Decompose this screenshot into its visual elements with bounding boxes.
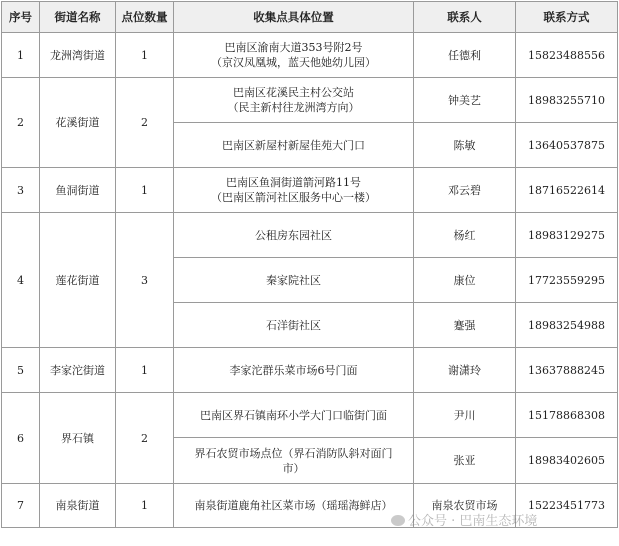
location-cell: 公租房东园社区	[174, 213, 414, 258]
table-row	[2, 168, 618, 213]
location-cell	[174, 78, 414, 123]
street-cell: 花溪街道	[40, 78, 116, 168]
seq-cell: 2	[2, 78, 40, 168]
contact-cell: 蹇强	[414, 303, 516, 348]
location-cell: 巴南区界石镇南环小学大门口临街门面	[174, 393, 414, 438]
seq-cell: 4	[2, 213, 40, 348]
street-cell: 莲花街道	[40, 213, 116, 348]
table-row	[2, 78, 618, 123]
location-line: 巴南区渝南大道353号附2号	[224, 41, 363, 54]
phone-cell: 18716522614	[516, 168, 618, 213]
table-row	[2, 348, 618, 393]
header-location: 收集点具体位置	[174, 2, 414, 33]
seq-cell: 1	[2, 33, 40, 78]
collection-points-table	[1, 1, 618, 528]
header-phone: 联系方式	[516, 2, 618, 33]
contact-cell: 尹川	[414, 393, 516, 438]
count-cell: 2	[116, 78, 174, 168]
phone-cell: 13640537875	[516, 123, 618, 168]
phone-cell: 15223451773	[516, 484, 618, 528]
phone-cell: 13637888245	[516, 348, 618, 393]
header-street: 街道名称	[40, 2, 116, 33]
location-cell: 巴南区新屋村新屋佳苑大门口	[174, 123, 414, 168]
location-line-note: （京汉凤凰城，蓝天他她幼儿园）	[211, 56, 376, 69]
wechat-icon	[391, 515, 405, 526]
contact-cell: 南泉农贸市场	[414, 484, 516, 528]
table-row	[2, 33, 618, 78]
location-cell	[174, 438, 414, 484]
contact-cell: 谢潇玲	[414, 348, 516, 393]
table-row	[2, 213, 618, 258]
count-cell: 1	[116, 484, 174, 528]
header-count: 点位数量	[116, 2, 174, 33]
location-cell	[174, 168, 414, 213]
location-cell: 南泉街道鹿角社区菜市场（瑶瑶海鲜店）	[174, 484, 414, 528]
seq-cell: 7	[2, 484, 40, 528]
street-cell: 界石镇	[40, 393, 116, 484]
count-cell: 1	[116, 348, 174, 393]
contact-cell: 任德利	[414, 33, 516, 78]
location-line: 巴南区花溪民主村公交站	[233, 86, 354, 99]
contact-cell: 陈敏	[414, 123, 516, 168]
location-line-note: （巴南区箭河社区服务中心一楼）	[211, 191, 376, 204]
contact-cell: 张亚	[414, 438, 516, 484]
contact-cell: 钟美艺	[414, 78, 516, 123]
table-header-row	[2, 2, 618, 33]
phone-cell: 17723559295	[516, 258, 618, 303]
location-line: 巴南区鱼洞街道箭河路11号	[226, 176, 361, 189]
street-cell: 南泉街道	[40, 484, 116, 528]
count-cell: 1	[116, 33, 174, 78]
watermark	[391, 510, 537, 529]
phone-cell: 18983129275	[516, 213, 618, 258]
location-cell: 石洋街社区	[174, 303, 414, 348]
header-seq: 序号	[2, 2, 40, 33]
street-cell: 龙洲湾街道	[40, 33, 116, 78]
location-line-note: （民主新村往龙洲湾方向）	[227, 101, 360, 114]
location-line: 界石农贸市场点位（界石消防队斜对面门	[194, 446, 393, 460]
phone-cell: 15178868308	[516, 393, 618, 438]
street-cell: 鱼洞街道	[40, 168, 116, 213]
location-line-cont: 市）	[282, 461, 305, 475]
phone-cell: 18983255710	[516, 78, 618, 123]
phone-cell: 18983254988	[516, 303, 618, 348]
phone-cell: 18983402605	[516, 438, 618, 484]
header-contact: 联系人	[414, 2, 516, 33]
contact-cell: 杨红	[414, 213, 516, 258]
location-cell	[174, 33, 414, 78]
phone-cell: 15823488556	[516, 33, 618, 78]
watermark-text: 公众号 · 巴南生态环境	[408, 514, 538, 529]
count-cell: 1	[116, 168, 174, 213]
count-cell: 3	[116, 213, 174, 348]
table-row	[2, 393, 618, 438]
count-cell: 2	[116, 393, 174, 484]
seq-cell: 3	[2, 168, 40, 213]
street-cell: 李家沱街道	[40, 348, 116, 393]
seq-cell: 6	[2, 393, 40, 484]
location-cell: 李家沱群乐菜市场6号门面	[174, 348, 414, 393]
location-cell: 秦家院社区	[174, 258, 414, 303]
contact-cell: 康位	[414, 258, 516, 303]
seq-cell: 5	[2, 348, 40, 393]
contact-cell: 邓云碧	[414, 168, 516, 213]
